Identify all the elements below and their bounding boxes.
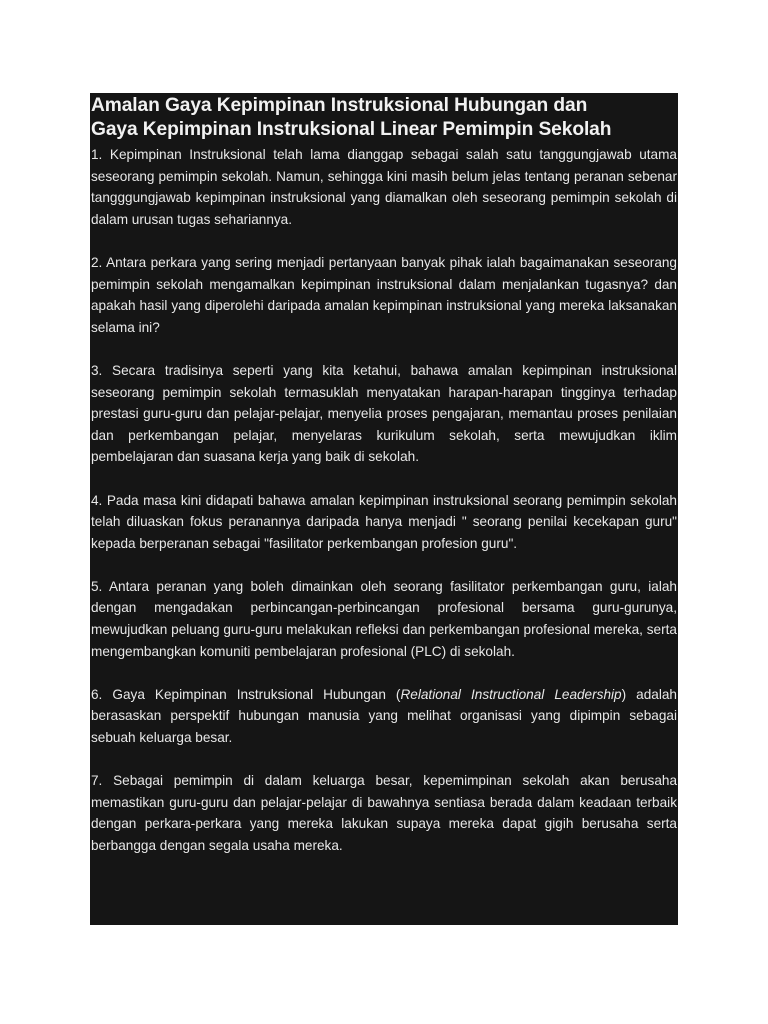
document-title [91,94,677,142]
paragraph-6-rest: ) adalah berasaskan perspektif hubungan manusia yang melihat organisasi yang dipimpin sebagai sebuah keluarga besar. [91,686,677,746]
paragraph-1: 1. Kepimpinan Instruksional telah lama dianggap sebagai salah satu tanggungjawab utama seseorang pemimpin sekolah. Namun, sehingga kini masih belum jelas tentang peranan sebenar tangggungjawab kepimpinan instruksional yang diamalkan oleh seseorang pemimpin sekolah di dalam urusan tugas sehariannya. [91,147,677,227]
document-page [90,93,678,925]
paragraph-6 [91,684,677,749]
paragraph-2: 2. Antara perkara yang sering menjadi pertanyaan banyak pihak ialah bagaimanakan seseorang pemimpin sekolah mengamalkan kepimpinan instruksional dalam menjalankan tugasnya? dan apakah hasil yang diperolehi daripada amalan kepimpinan instruksional yang mereka laksanakan selama ini? [91,254,677,335]
paragraph-4: 4. Pada masa kini didapati bahawa amalan kepimpinan instruksional seorang pemimpin sekolah telah diluaskan fokus peranannya daripada hanya menjadi " seorang penilai kecekapan guru" kepada berperanan sebagai "fasilitator perkembangan profesion guru". [91,492,677,551]
paragraph-6-lead: 6. Gaya Kepimpinan Instruksional Hubungan ( [91,686,401,702]
paragraph-3: 3. Secara tradisinya seperti yang kita ketahui, bahawa amalan kepimpinan instruksional seseorang pemimpin sekolah termasuklah menyatakan harapan-harapan tingginya terhadap prestasi guru-guru dan pelajar-pelajar, menyelia proses pengajaran, memantau proses penilaian dan perkembangan pelajar, menyelaras kurikulum sekolah, serta mewujudkan iklim pembelajaran dan suasana kerja yang baik di sekolah. [91,362,677,465]
paragraph-5: 5. Antara peranan yang boleh dimainkan oleh seorang fasilitator perkembangan guru, ialah dengan mengadakan perbincangan-perbincangan profesional bersama guru-gurunya, mewujudkan peluang guru-guru melakukan refleksi dan perkembangan profesional mereka, serta mengembangkan komuniti pembelajaran profesional (PLC) di sekolah. [91,578,677,659]
title-line-2: Gaya Kepimpinan Instruksional Linear Pemimpin Sekolah [91,119,612,140]
paragraph-6-italic-term: Relational Instructional Leadership [400,686,622,702]
paragraph-7: 7. Sebagai pemimpin di dalam keluarga besar, kepemimpinan sekolah akan berusaha memastikan guru-guru dan pelajar-pelajar di bawahnya sentiasa berada dalam keadaan terbaik dengan perkara-perkara yang mereka lakukan supaya mereka dapat gigih berusaha serta berbangga dengan segala usaha mereka. [91,773,677,853]
title-line-1: Amalan Gaya Kepimpinan Instruksional Hubungan dan [91,95,588,116]
